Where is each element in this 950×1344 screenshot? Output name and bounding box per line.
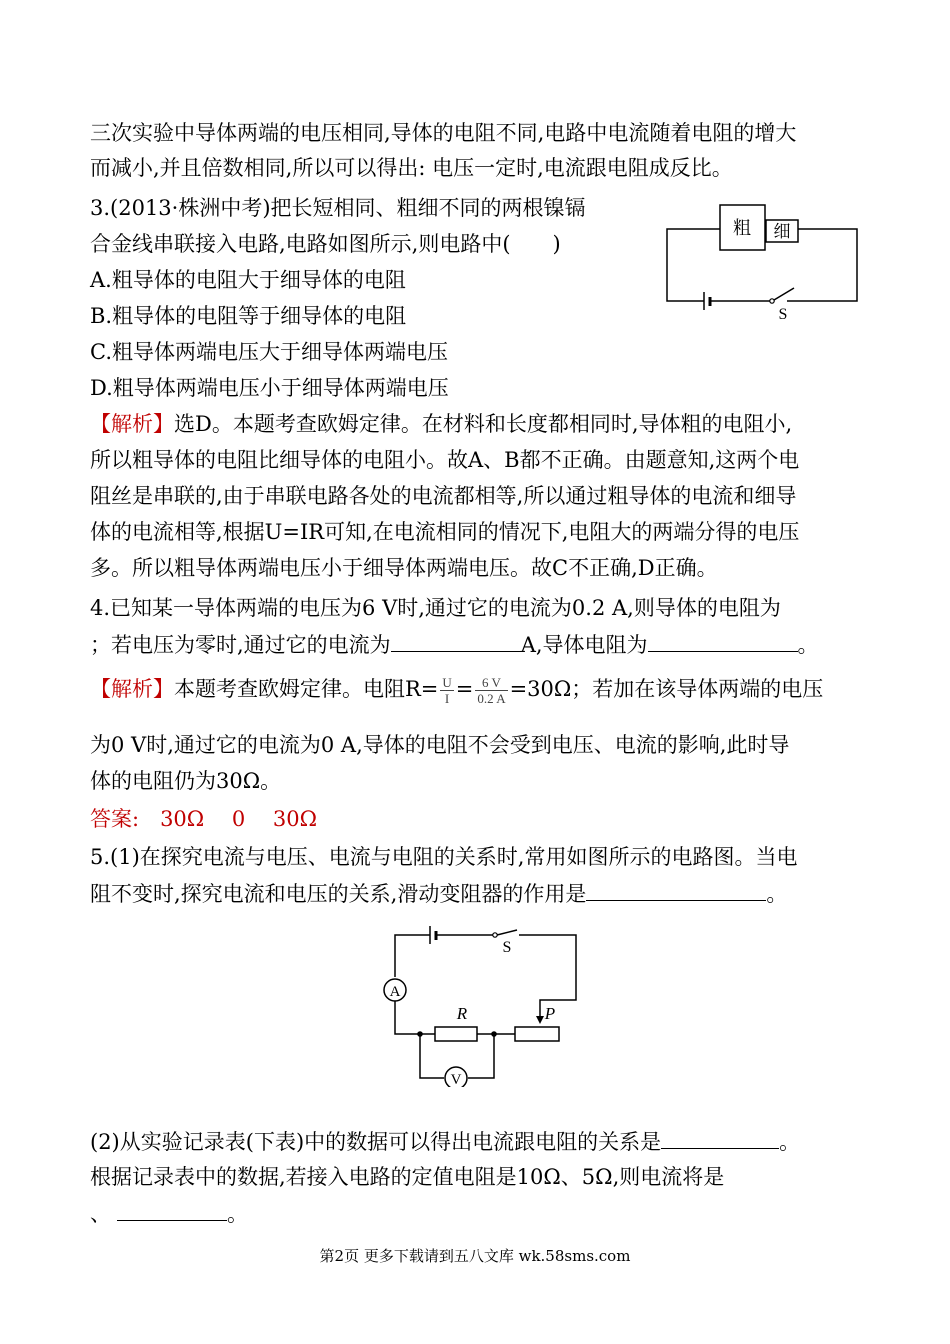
rheostat (515, 1027, 559, 1041)
analysis-text: =30Ω；若加在该导体两端的电压 (509, 677, 824, 701)
wire-top-left (395, 935, 430, 977)
analysis-tag: 【解析】 (90, 412, 174, 436)
analysis-line (90, 553, 718, 583)
analysis-line (90, 517, 799, 547)
analysis-line (90, 730, 789, 760)
thick-wire-label: 粗 (733, 218, 751, 238)
question-text: 。 (797, 633, 819, 657)
fraction-numerator: 6 V (475, 675, 507, 691)
voltmeter-label: V (450, 1072, 462, 1087)
fraction-denominator: I (444, 691, 450, 706)
analysis-text: 本题考查欧姆定律。电阻R= (174, 677, 439, 701)
question-5-line (90, 1198, 248, 1229)
series-circuit-figure (660, 200, 865, 325)
analysis-line (90, 409, 792, 439)
analysis-text: 所以粗导体的电阻比细导体的电阻小。故A、B都不正确。由题意知,这两个电 (90, 448, 800, 472)
analysis-line (90, 766, 281, 796)
paragraph-text: 三次实验中导体两端的电压相同,导体的电阻不同,电路中电流随着电阻的增大 (90, 121, 797, 145)
answer-blank[interactable] (661, 1126, 779, 1149)
question-text: 根据记录表中的数据,若接入电路的定值电阻是10Ω、5Ω,则电流将是 (90, 1165, 725, 1189)
question-text: 阻不变时,探究电流和电压的关系,滑动变阻器的作用是 (90, 882, 587, 906)
question-text: A,导体电阻为 (520, 633, 648, 657)
question-5-line (90, 1162, 724, 1192)
option-text: A.粗导体的电阻大于细导体的电阻 (90, 268, 406, 292)
question-text: 5.(1)在探究电流与电压、电流与电阻的关系时,常用如图所示的电路图。当电 (90, 845, 798, 869)
question-4-line (90, 593, 781, 623)
analysis-text: 多。所以粗导体两端电压小于细导体两端电压。故C不正确,D正确。 (90, 556, 718, 580)
question-text: 4.已知某一导体两端的电压为6 V时,通过它的电流为0.2 A,则导体的电阻为 (90, 596, 781, 620)
option-c (90, 337, 448, 367)
analysis-text: 阻丝是串联的,由于串联电路各处的电流都相等,所以通过粗导体的电流和细导 (90, 484, 797, 508)
question-4-line (90, 629, 819, 660)
analysis-line (90, 481, 796, 511)
option-b (90, 301, 406, 331)
analysis-text: 体的电阻仍为30Ω。 (90, 769, 282, 793)
answer-blank[interactable] (586, 878, 766, 901)
switch-blade (774, 288, 794, 300)
question-5-line (90, 878, 787, 909)
question-text: 。 (766, 882, 788, 906)
option-text: C.粗导体两端电压大于细导体两端电压 (90, 340, 448, 364)
question-text: 。 (779, 1130, 801, 1154)
question-text: (2)从实验记录表(下表)中的数据可以得出电流跟电阻的关系是 (90, 1130, 662, 1154)
question-text: 。 (227, 1202, 248, 1226)
option-text: D.粗导体两端电压小于细导体两端电压 (90, 376, 449, 400)
analysis-text: 体的电流相等,根据U=IR可知,在电流相同的情况下,电阻大的两端分得的电压 (90, 520, 800, 544)
text-line (90, 118, 796, 148)
fraction-u-over-i (440, 675, 453, 706)
text-line (90, 153, 733, 183)
answer-blank[interactable] (648, 629, 798, 652)
switch-blade (497, 930, 517, 935)
ammeter-label: A (389, 984, 401, 1000)
stem-text: 合金线串联接入电路,电路如图所示,则电路中( ) (90, 232, 561, 256)
option-text: B.粗导体的电阻等于细导体的电阻 (90, 304, 407, 328)
switch-label: S (502, 939, 512, 956)
experiment-circuit-figure (375, 922, 585, 1087)
question-text: 、 (90, 1202, 111, 1226)
switch-pivot (493, 933, 497, 937)
question-3-stem (90, 193, 586, 223)
analysis-line (90, 674, 823, 706)
thin-wire-label: 细 (773, 222, 791, 241)
switch-pivot (770, 299, 774, 303)
option-d (90, 373, 449, 403)
answer-line (90, 804, 317, 834)
analysis-text: 为0 V时,通过它的电流为0 A,导体的电阻不会受到电压、电流的影响,此时导 (90, 733, 790, 757)
option-a (90, 265, 406, 295)
question-3-stem (90, 229, 561, 259)
wire-left (667, 229, 720, 301)
slider-label: P (544, 1004, 556, 1023)
switch-label: S (778, 306, 788, 323)
fraction-numerator: U (442, 675, 452, 690)
analysis-text: = (455, 677, 474, 701)
answer-blank[interactable] (391, 629, 521, 652)
question-text: ；若电压为零时,通过它的电流为 (90, 633, 391, 657)
wire-left-bottom (395, 1001, 435, 1034)
answer-text: 答案: 30Ω 0 30Ω (90, 807, 318, 831)
paragraph-text: 而减小,并且倍数相同,所以可以得出: 电压一定时,电流跟电阻成反比。 (90, 156, 733, 180)
analysis-line (90, 445, 799, 475)
analysis-tag: 【解析】 (90, 677, 174, 701)
question-5-line (90, 842, 797, 872)
fraction-values (475, 675, 507, 706)
slider-arrow (536, 1016, 544, 1024)
analysis-text: 选D。本题考查欧姆定律。在材料和长度都相同时,导体粗的电阻小, (174, 412, 793, 436)
fixed-resistor (435, 1027, 477, 1041)
answer-blank[interactable] (117, 1198, 227, 1221)
question-5-line (90, 1126, 800, 1157)
resistor-label: R (456, 1004, 468, 1023)
page-footer: 第2页 更多下载请到五八文库 wk.58sms.com (319, 1247, 631, 1265)
fraction-denominator: 0.2 A (477, 691, 506, 706)
stem-text: 3.(2013·株洲中考)把长短相同、粗细不同的两根镍镉 (90, 196, 586, 220)
